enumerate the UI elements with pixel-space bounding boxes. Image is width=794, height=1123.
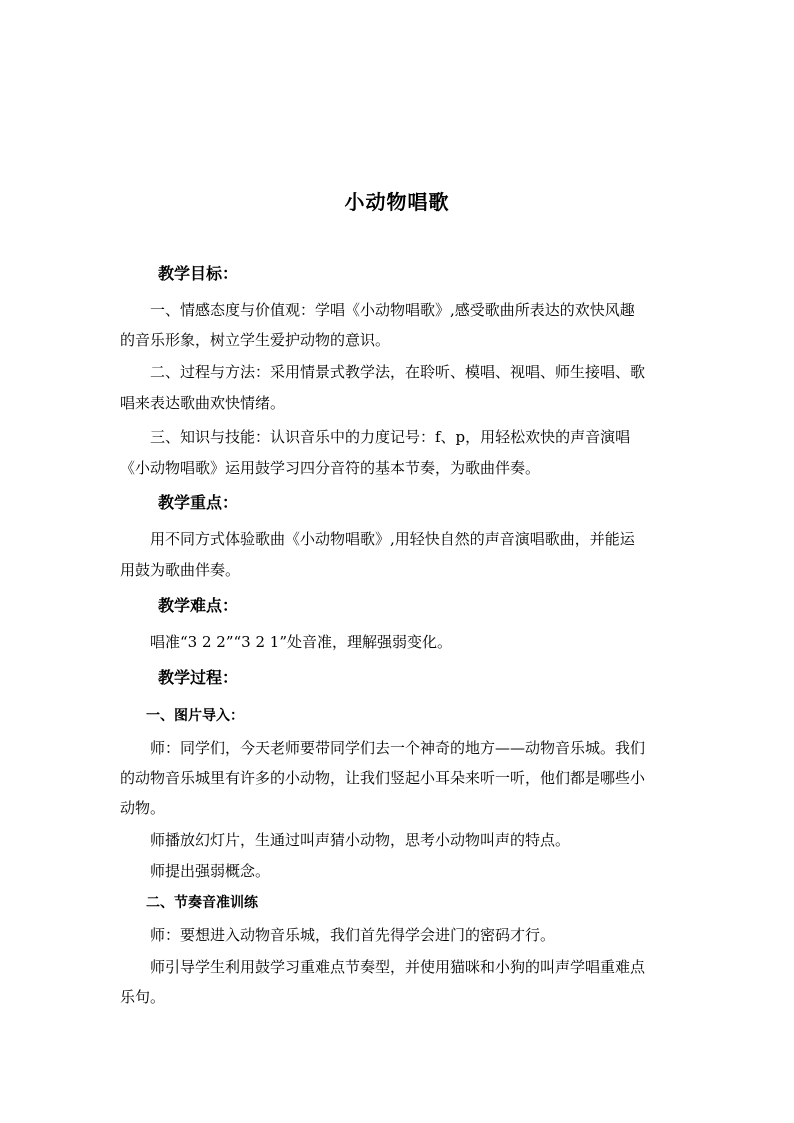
heading-key-points: 教学重点： [158, 493, 239, 512]
heading-difficult-points: 教学难点： [158, 596, 239, 615]
subheading-picture-intro: 一、图片导入： [146, 708, 244, 724]
paragraph-line: 用鼓为歌曲伴奏。 [120, 561, 241, 579]
heading-teaching-goals: 教学目标： [158, 264, 239, 283]
paragraph-line: 的音乐形象，树立学生爱护动物的意识。 [120, 331, 391, 349]
paragraph-line: 师播放幻灯片，生通过叫声猜小动物，思考小动物叫声的特点。 [150, 831, 571, 849]
paragraph-line: 唱准“3 2 2”“3 2 1”处音准，理解强弱变化。 [150, 633, 453, 651]
paragraph-line: 的动物音乐城里有许多的小动物，让我们竖起小耳朵来听一听，他们都是哪些小 [120, 769, 646, 787]
paragraph-line: 《小动物唱歌》运用鼓学习四分音符的基本节奏，为歌曲伴奏。 [120, 459, 541, 477]
paragraph-line: 一、情感态度与价值观：学唱《小动物唱歌》,感受歌曲所表达的欢快风趣 [150, 301, 635, 319]
paragraph-line: 二、过程与方法：采用情景式教学法，在聆听、模唱、视唱、师生接唱、歌 [150, 363, 646, 381]
paragraph-line: 师：同学们，今天老师要带同学们去一个神奇的地方——动物音乐城。我们 [150, 739, 646, 757]
document-title: 小动物唱歌 [344, 190, 450, 214]
heading-teaching-process: 教学过程： [158, 668, 239, 687]
paragraph-line: 唱来表达歌曲欢快情绪。 [120, 394, 286, 412]
paragraph-line: 乐句。 [120, 988, 166, 1006]
paragraph-line: 师：要想进入动物音乐城，我们首先得学会进门的密码才行。 [150, 926, 556, 944]
paragraph-line: 师提出强弱概念。 [150, 862, 271, 880]
subheading-rhythm-training: 二、节奏音准训练 [146, 895, 258, 911]
paragraph-line: 动物。 [120, 799, 166, 817]
paragraph-line: 师引导学生利用鼓学习重难点节奏型，并使用猫咪和小狗的叫声学唱重难点 [150, 958, 646, 976]
paragraph-line: 三、知识与技能：认识音乐中的力度记号：f、p，用轻松欢快的声音演唱 [150, 428, 631, 446]
paragraph-line: 用不同方式体验歌曲《小动物唱歌》,用轻快自然的声音演唱歌曲，并能运 [150, 530, 635, 548]
